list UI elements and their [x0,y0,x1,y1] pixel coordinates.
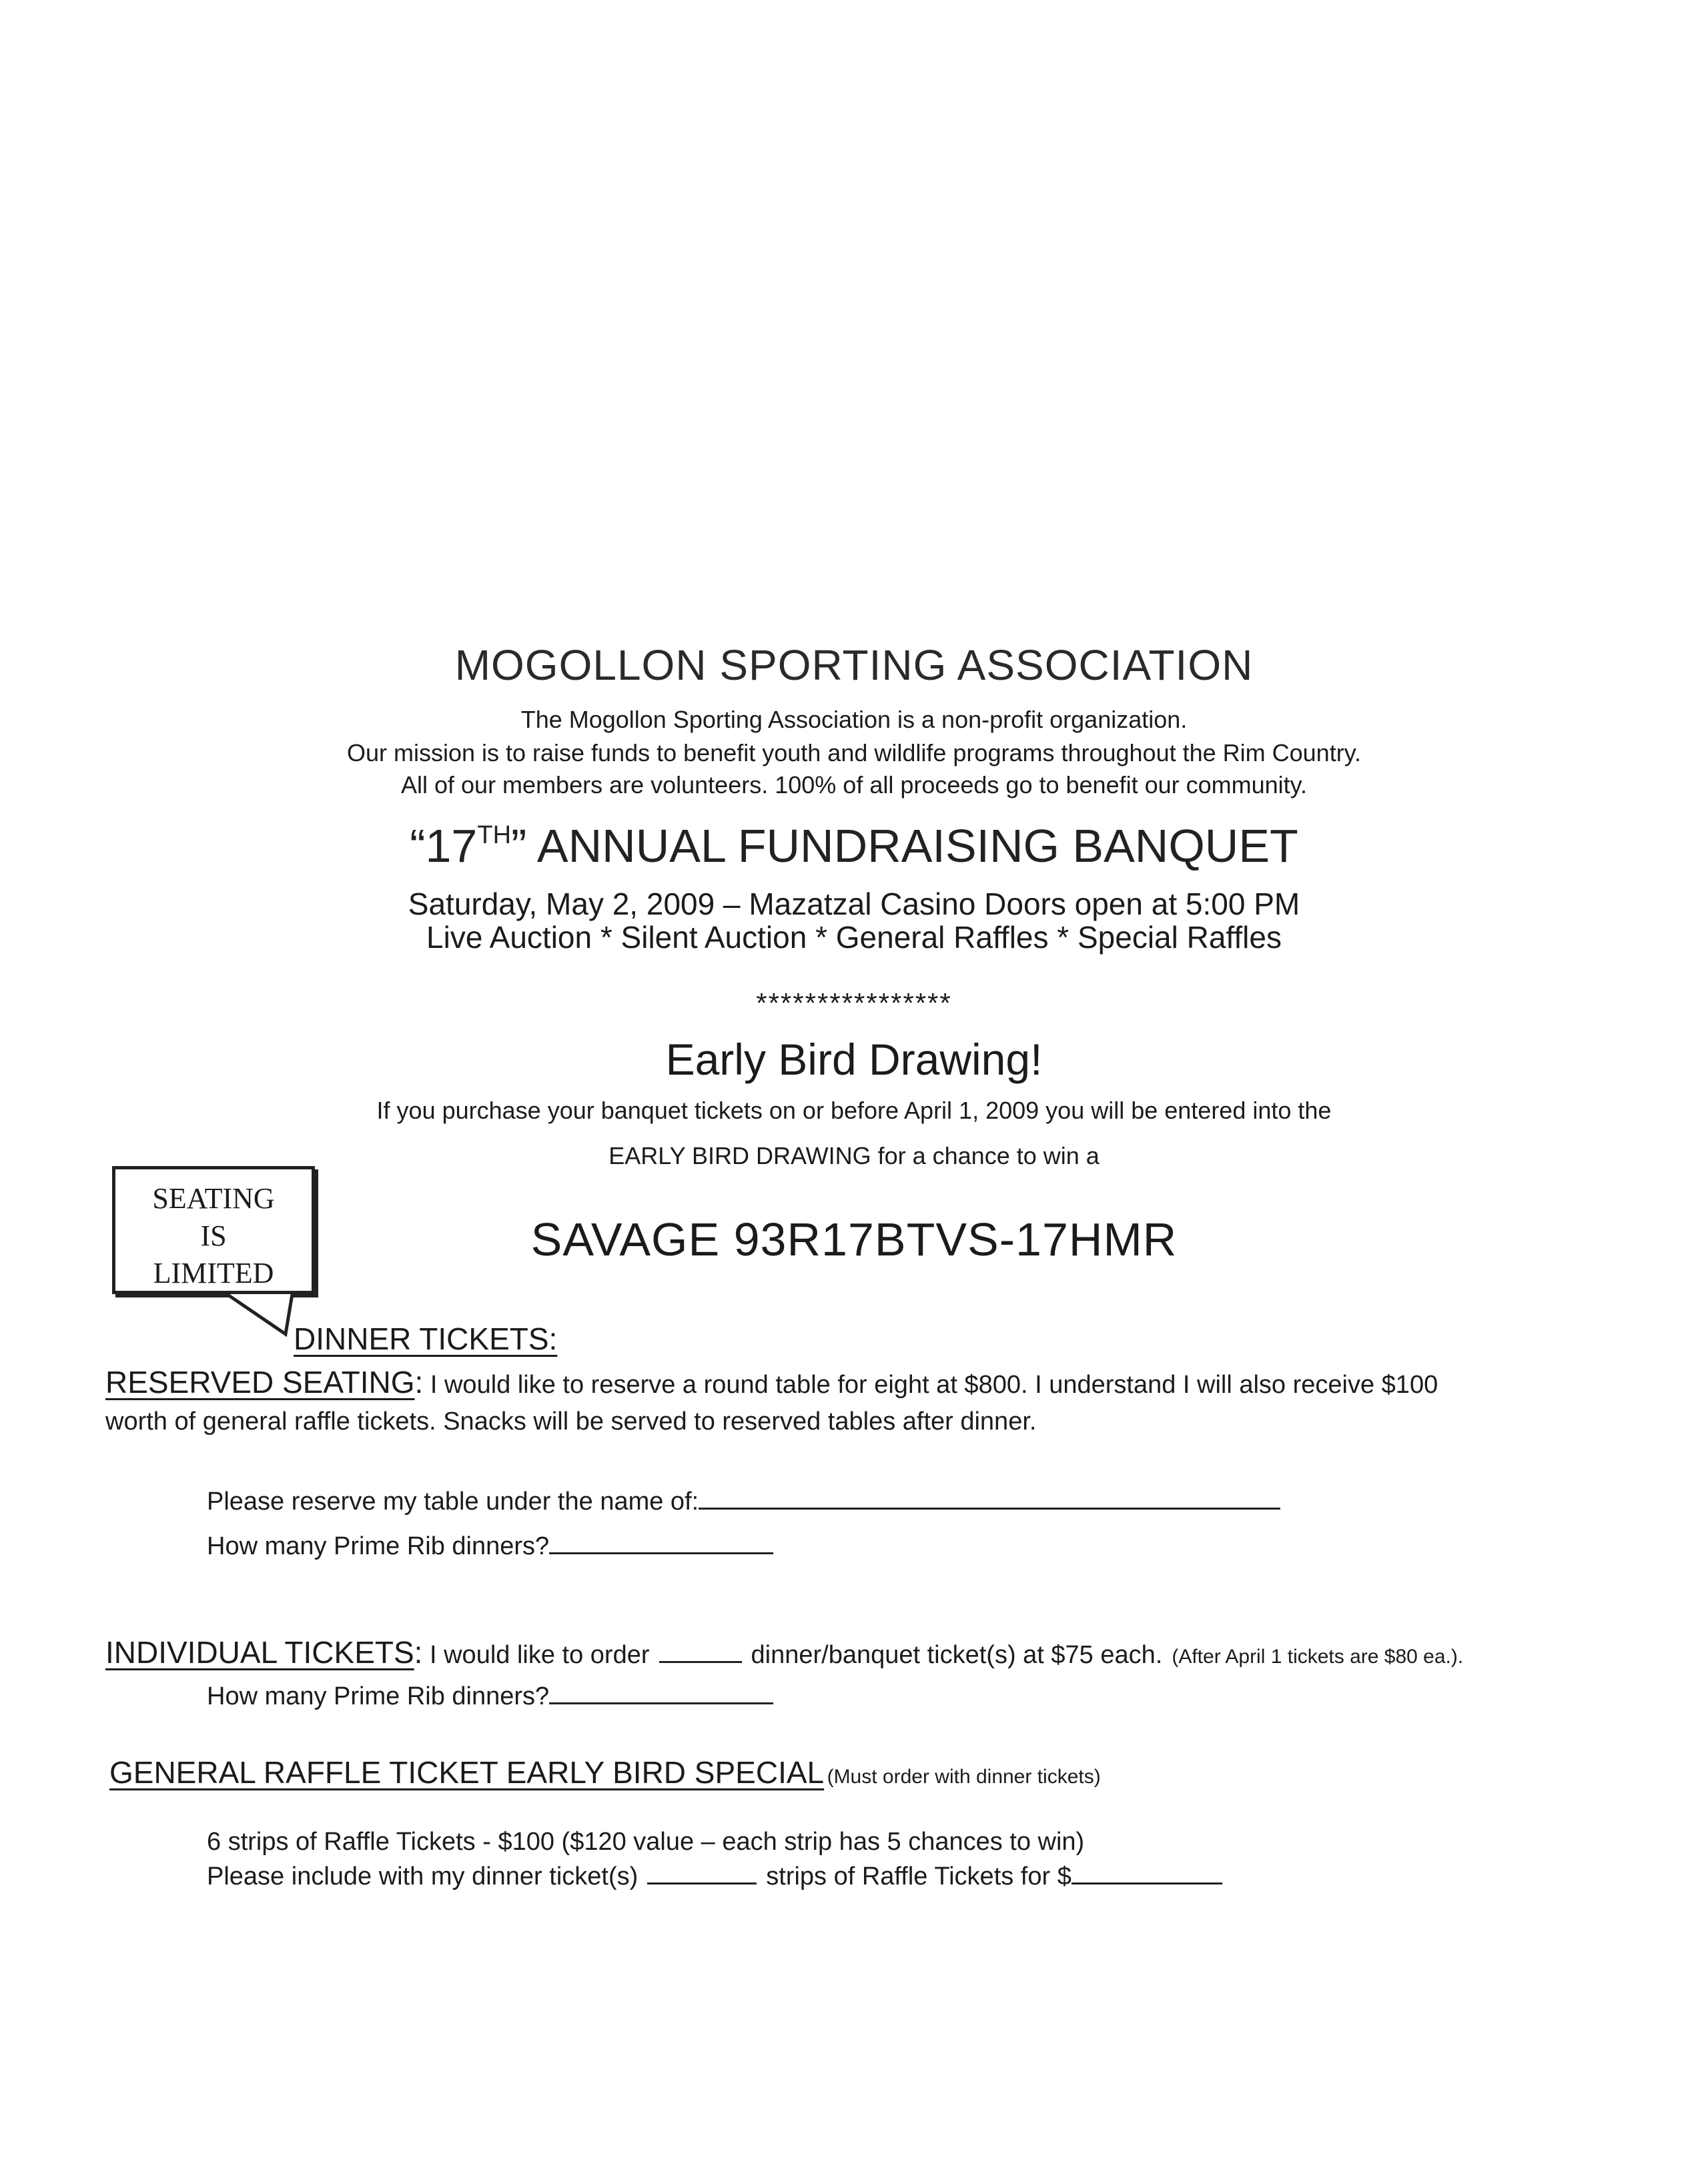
prime-rib-prompt: How many Prime Rib dinners? [207,1682,550,1710]
late-price-note: (After April 1 tickets are $80 ea.). [1172,1646,1464,1668]
raffle-strips-blank[interactable] [647,1862,757,1884]
raffle-amount-prompt: strips of Raffle Tickets for $ [766,1862,1072,1890]
banquet-title-text: ” ANNUAL FUNDRAISING BANQUET [511,820,1298,872]
dinner-tickets-heading: DINNER TICKETS: [294,1321,558,1356]
raffle-special-note: (Must order with dinner tickets) [827,1766,1101,1788]
mission-line-3: All of our members are volunteers. 100% of all proceeds go to benefit our community. [400,771,1307,798]
label-colon: : [414,1365,424,1400]
banquet-ordinal: TH [477,821,512,849]
raffle-special-line [109,1754,1101,1790]
raffle-include-prompt: Please include with my dinner ticket(s) [207,1862,638,1890]
raffle-include-field [207,1862,1222,1891]
prime-rib-prompt: How many Prime Rib dinners? [207,1532,550,1560]
individual-tickets-label: INDIVIDUAL TICKETS [105,1635,414,1670]
table-name-blank[interactable] [699,1488,1280,1510]
ticket-quantity-blank[interactable] [659,1641,742,1663]
raffle-special-label: GENERAL RAFFLE TICKET EARLY BIRD SPECIAL [109,1755,825,1790]
banquet-number: “17 [410,820,478,872]
reserved-seating-text-2: worth of general raffle tickets. Snacks will be served to reserved tables after dinner. [105,1408,1037,1436]
event-date: Saturday, May 2, 2009 – Mazatzal Casino Doors open at 5:00 PM [408,887,1300,921]
reserved-prime-rib-blank[interactable] [549,1532,773,1554]
reserved-seating-line [105,1364,1438,1400]
callout-line: SEATING [152,1182,275,1215]
mission-line-2: Our mission is to raise funds to benefit youth and wildlife programs throughout the Rim Country. [346,739,1362,766]
reserved-seating-text: I would like to reserve a round table for eight at $800. I understand I will also receive $100 [430,1371,1438,1399]
individual-price-text: dinner/banquet ticket(s) at $75 each. [751,1641,1163,1669]
event-activities: Live Auction * Silent Auction * General Raffles * Special Raffles [426,920,1282,955]
table-name-field [207,1488,1280,1516]
individual-prime-rib-blank[interactable] [549,1682,773,1704]
table-name-prompt: Please reserve my table under the name of: [207,1488,699,1516]
reserved-prime-rib-field [207,1532,773,1561]
early-bird-condition: If you purchase your banquet tickets on or before April 1, 2009 you will be entered into the [376,1097,1332,1124]
reserved-seating-label: RESERVED SEATING [105,1365,415,1400]
individual-tickets-line [105,1634,1463,1670]
banquet-title [0,819,1708,873]
early-bird-chance: EARLY BIRD DRAWING for a chance to win a [608,1142,1100,1169]
mission-line-1: The Mogollon Sporting Association is a non-profit organization. [520,706,1188,733]
label-colon: : [414,1635,423,1670]
seating-limited-callout [112,1166,315,1294]
raffle-amount-blank[interactable] [1072,1862,1222,1884]
organization-title: MOGOLLON SPORTING ASSOCIATION [454,641,1254,689]
callout-line: LIMITED [153,1257,274,1289]
callout-line: IS [200,1219,227,1252]
individual-prime-rib-field [207,1682,773,1711]
star-divider: **************** [756,987,952,1019]
early-bird-heading: Early Bird Drawing! [665,1035,1043,1084]
callout-tail-icon [227,1293,300,1339]
early-bird-prize: SAVAGE 93R17BTVS-17HMR [530,1213,1178,1265]
individual-order-text: I would like to order [430,1641,650,1669]
raffle-offer: 6 strips of Raffle Tickets - $100 ($120 value – each strip has 5 chances to win) [207,1828,1085,1856]
